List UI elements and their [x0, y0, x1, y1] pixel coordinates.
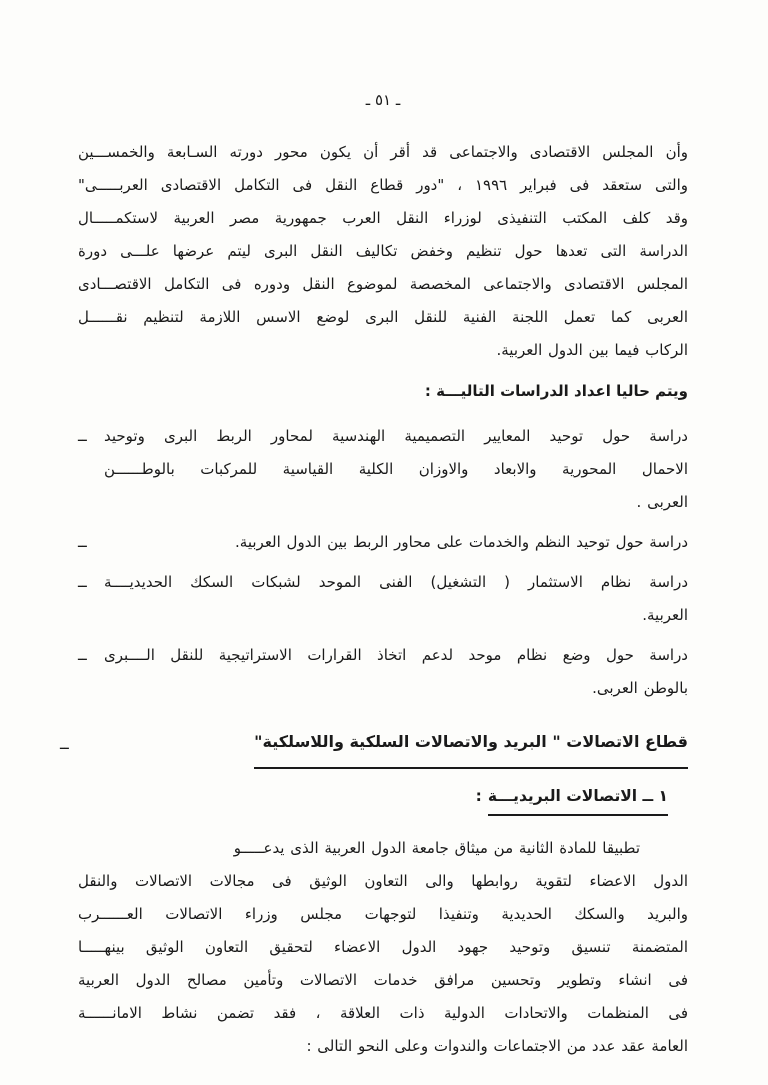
section-heading-text: قطاع الاتصالات " البريد والاتصالات السلكية واللاسلكية" [254, 727, 688, 769]
list-item [78, 420, 688, 519]
text-line: تطبيقا للمادة الثانية من ميثاق جامعة الدول العربية الذى يدعـــــو [233, 839, 640, 857]
page-number: ـ ٥١ ـ [365, 91, 401, 109]
text-line: الدول الاعضاء لتقوية روابطها والى التعاون الوثيق فى مجالات الاتصالات والنقل [78, 872, 688, 890]
subheading-label: الاتصالات البريديـــة [487, 787, 638, 805]
text-line: دراسة نظام الاستثمار ( التشغيل) الفنى الموحد لشبكات السكك الحديديــــة [104, 573, 688, 591]
list-item-text [104, 566, 688, 632]
communications-section-heading [60, 727, 688, 769]
text-line: المجلس الاقتصادى والاجتماعى المخصصة لموضوع النقل ودوره فى التكامل الاقتصـــادى [78, 275, 688, 293]
text-line: دراسة حول توحيد النظم والخدمات على محاور الربط بين الدول العربية. [235, 533, 688, 551]
section-dash-marker: ــ [60, 735, 69, 753]
text-line: بالوطن العربى. [592, 679, 688, 697]
postal-paragraph [78, 832, 688, 1063]
text-line: الدراسة التى تعدها حول تنظيم وخفض تكاليف النقل البرى ليتم عرضها علـــى دورة [78, 242, 688, 260]
list-item-text [104, 526, 688, 559]
list-item-text [104, 639, 688, 705]
subheading-colon: : [475, 787, 482, 805]
list-item [78, 566, 688, 632]
text-line: وأن المجلس الاقتصادى والاجتماعى قد أقر أن يكون محور دورته السـابعة والخمســـين [78, 143, 688, 161]
text-line: العربى . [636, 493, 688, 511]
item-dash-marker: ــ [78, 427, 87, 445]
studies-intro: ويتم حاليا اعداد الدراسات التاليـــة : [424, 382, 688, 400]
list-item [78, 639, 688, 705]
postal-subheading [78, 781, 688, 816]
text-line: والبريد والسكك الحديدية وتنفيذا لتوجهات مجلس وزراء الاتصالات العــــــرب [78, 905, 688, 923]
postal-subheading-underlined [488, 781, 668, 816]
text-line: العربى كما تعمل اللجنة الفنية للنقل البرى لوضع الاسس اللازمة لتنظيم نقــــــل [78, 308, 688, 326]
subheading-number: ١ ــ [642, 787, 668, 805]
transport-paragraph [78, 136, 688, 367]
list-item-text [104, 420, 688, 519]
text-line: العربية. [642, 606, 688, 624]
text-line: المتضمنة تنسيق وتوحيد جهود الدول الاعضاء لتحقيق التعاون الوثيق بينهـــــا [78, 938, 688, 956]
text-line: فى انشاء وتطوير وتحسين مرافق خدمات الاتصالات وتأمين مصالح الدول العربية [78, 971, 688, 989]
text-line: فى المنظمات والاتحادات الدولية ذات العلاقة ، فقد تضمن نشاط الامانــــــة [78, 1004, 688, 1022]
text-line: الاحمال المحورية والابعاد والاوزان الكلية القياسية للمركبات بالوطــــــن [104, 460, 688, 478]
text-line: والتى ستعقد فى فبراير ١٩٩٦ ، "دور قطاع النقل فى التكامل الاقتصادى العربـــــى" [78, 176, 688, 194]
text-line: دراسة حول توحيد المعايير التصميمية الهندسية لمحاور الربط البرى وتوحيد [104, 427, 688, 445]
text-line: دراسة حول وضع نظام موحد لدعم اتخاذ القرارات الاستراتيجية للنقل الــــبرى [104, 646, 688, 664]
text-line: وقد كلف المكتب التنفيذى لوزراء النقل العرب جمهورية مصر العربية لاستكمـــــال [78, 209, 688, 227]
list-item [78, 526, 688, 559]
studies-list [78, 420, 688, 705]
text-line: العامة عقد عدد من الاجتماعات والندوات وعلى النحو التالى : [306, 1037, 688, 1055]
item-dash-marker: ــ [78, 573, 87, 591]
item-dash-marker: ــ [78, 646, 87, 664]
text-line: الركاب فيما بين الدول العربية. [496, 341, 688, 359]
item-dash-marker: ــ [78, 533, 87, 551]
